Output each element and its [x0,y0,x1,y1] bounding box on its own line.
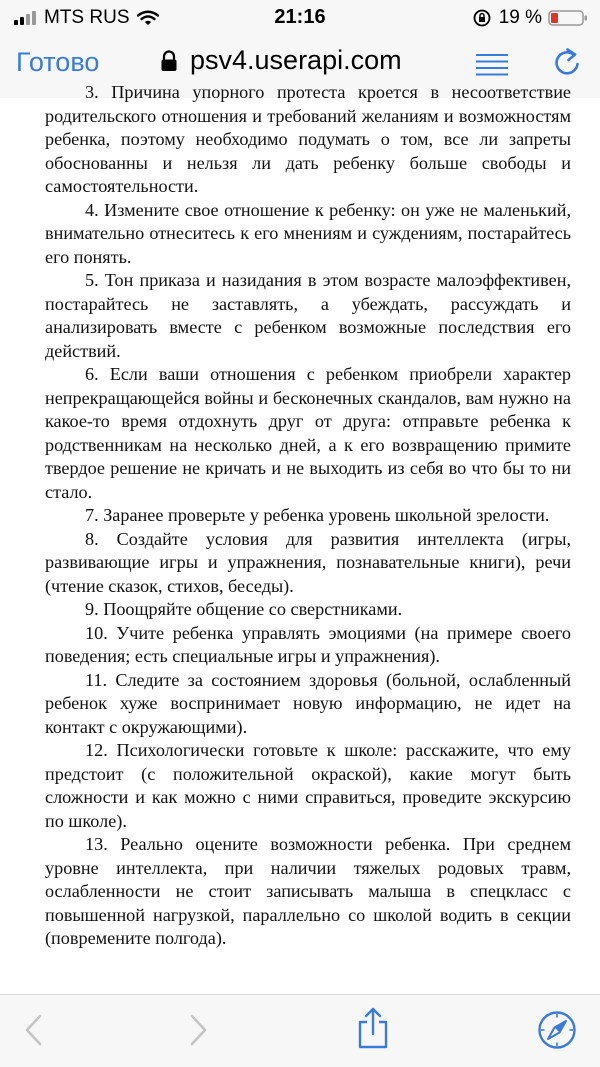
orientation-lock-icon [473,9,491,27]
paragraph-7: 7. Заранее проверьте у ребенка уровень школьной зрелости. [85,505,550,525]
status-bar [0,0,600,34]
share-icon[interactable] [356,1007,390,1049]
address-bar[interactable] [160,45,450,76]
paragraph-8: 8. Создайте условия для развития интеллекта (игры, развивающие игры и упражнения, познавательные книги), речи (чтение сказок, стихов, беседы). [45,528,571,596]
paragraph-12: 12. Психологически готовьте к школе: расскажите, что ему предстоит (с положительной окраской), какие могут быть сложности и как можно с ними справиться, проведите экскурсию по школе). [45,740,571,831]
paragraph-3: 3. Причина упорного протеста кроется в несоответствие родительского отношения и требований желаниям и возможностям ребенка, поэтому необходимо подумать о том, все ли запреты обоснованны и нельзя ли дать ребенку больше свободы и самостоятельности. [45,82,571,196]
paragraph-11: 11. Следите за состоянием здоровья (больной, ослабленный ребенок хуже воспринимает новую информацию, не идет на контакт с окружающими). [45,669,571,737]
paragraph-10: 10. Учите ребенка управлять эмоциями (на примере своего поведения; есть специальные игры и упражнения). [45,622,571,666]
lock-icon [160,50,178,72]
reload-icon[interactable] [553,48,581,78]
paragraph-6: 6. Если ваши отношения с ребенком приобрели характер непрекращающейся войны и бесконечных скандалов, вам нужно на какое-то время отдохнуть друг от друга: отправьте ребенка к родственникам на несколько дней, а к его возвращению примите твердое решение не кричать и не выходить из себя во что бы то ни стало. [45,364,571,502]
status-right [473,7,588,29]
carrier-name: MTS RUS [44,7,130,28]
battery-icon [548,9,588,27]
reader-view-icon[interactable] [474,52,510,78]
paragraph-9: 9. Поощряйте общение со сверстниками. [85,599,403,619]
paragraph-5: 5. Тон приказа и назидания в этом возрасте малоэффективен, постарайтесь не заставлять, а убеждать, рассуждать и анализировать вместе с ребенком возможные последствия его действий. [45,270,571,361]
paragraph-4: 4. Измените свое отношение к ребенку: он уже не маленький, внимательно отнеситесь к его мнениям и суждениям, постарайтесь его понять. [45,199,571,267]
document-text [45,81,571,951]
url-text: psv4.userapi.com [190,45,402,75]
bottom-toolbar [0,994,600,1067]
chevron-right-icon[interactable] [186,1013,210,1047]
chevron-left-icon[interactable] [22,1013,46,1047]
battery-percent: 19 % [498,7,542,28]
paragraph-13: 13. Реально оцените возможности ребенка. При среднем уровне интеллекта, при наличии тяжелых родовых травм, ослабленности не стоит записывать малыша в спецкласс с повышенной нагрузкой, параллельно со школой водить в секции (повремените полгода). [45,834,571,948]
document-viewer[interactable] [0,82,600,994]
done-button[interactable]: Готово [16,47,100,77]
compass-icon[interactable] [537,1010,577,1050]
clock: 21:16 [274,6,326,28]
